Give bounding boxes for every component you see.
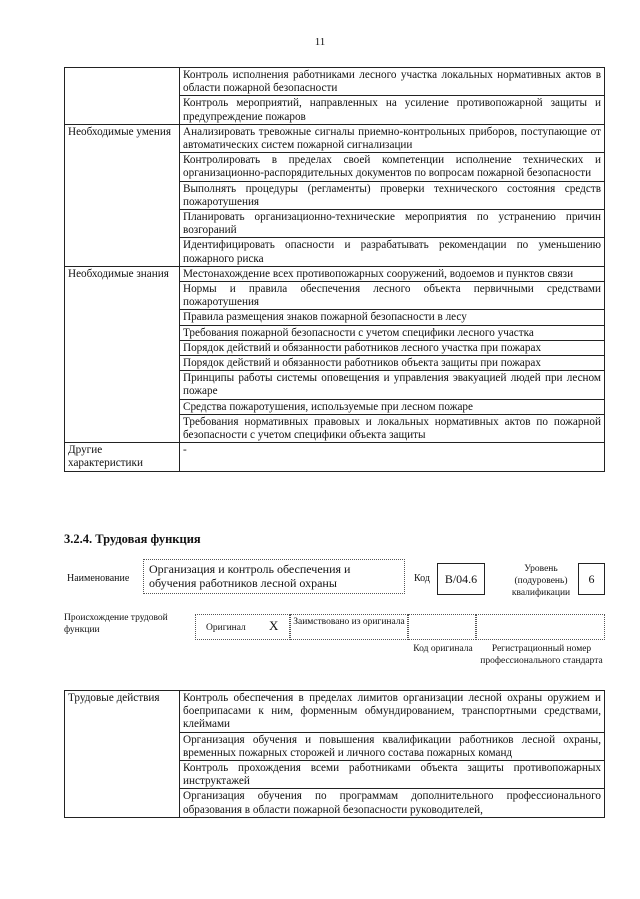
row-item: Требования пожарной безопасности с учетом специфики лесного участка xyxy=(180,325,605,340)
reg-number-cell xyxy=(476,614,605,640)
row-item: Порядок действий и обязанности работников объекта защиты при пожарах xyxy=(180,356,605,371)
code-original-cell xyxy=(408,614,476,640)
borrowed-cell xyxy=(290,614,408,640)
section-title: 3.2.4. Трудовая функция xyxy=(64,532,201,546)
row-item: Выполнять процедуры (регламенты) проверки технического состояния средств пожаротушения xyxy=(180,181,605,209)
row-item: Средства пожаротушения, используемые при лесном пожаре xyxy=(180,399,605,414)
row-label: Необходимые умения xyxy=(65,124,180,266)
borrowed-label: Заимствовано из оригинала xyxy=(293,617,405,627)
function-name-box xyxy=(143,559,405,594)
row-item: Контроль прохождения всеми работниками объекта защиты противопожарных инструктажей xyxy=(180,761,605,789)
row-item: Идентифицировать опасности и разрабатывать рекомендации по уменьшению пожарного риска xyxy=(180,238,605,266)
original-cell xyxy=(195,614,290,640)
level-label: Уровень (подуровень) квалификации xyxy=(511,564,571,598)
labor-actions-table xyxy=(64,690,605,818)
row-item: Контроль обеспечения в пределах лимитов организации лесной охраны оружием и боеприпасами к ним, форменным обмундированием, транспортными средствами, клеймами xyxy=(180,691,605,733)
code-label: Код xyxy=(414,573,430,584)
row-item: Контролировать в пределах своей компетенции исполнение технических и организационно-распорядительных документов по вопросам пожарной безопасности xyxy=(180,153,605,181)
level-value: 6 xyxy=(588,572,595,586)
code-value-box xyxy=(437,563,485,595)
row-item: Местонахождение всех противопожарных сооружений, водоемов и пунктов связи xyxy=(180,266,605,281)
table-row xyxy=(65,124,605,152)
table-row xyxy=(65,68,605,96)
row-item: - xyxy=(180,443,605,471)
name-label: Наименование xyxy=(67,573,130,584)
original-label: Оригинал xyxy=(206,623,246,633)
row-label xyxy=(65,68,180,125)
reg-number-caption: Регистрационный номер профессионального стандарта xyxy=(480,644,603,666)
row-item: Правила размещения знаков пожарной безопасности в лесу xyxy=(180,310,605,325)
row-label: Трудовые действия xyxy=(65,691,180,818)
level-value-box xyxy=(578,563,605,595)
code-value: B/04.6 xyxy=(444,572,478,586)
page-number: 11 xyxy=(314,36,326,48)
table-row xyxy=(65,266,605,281)
row-label: Необходимые знания xyxy=(65,266,180,442)
row-item: Принципы работы системы оповещения и управления эвакуацией людей при лесном пожаре xyxy=(180,371,605,399)
row-item: Контроль мероприятий, направленных на усиление противопожарной защиты и предупреждение пожаров xyxy=(180,96,605,124)
function-name-value: Организация и контроль обеспечения и обучения работников лесной охраны xyxy=(149,562,351,590)
table-row xyxy=(65,691,605,733)
row-item: Нормы и правила обеспечения лесного объекта первичными средствами пожаротушения xyxy=(180,282,605,310)
original-mark: X xyxy=(269,618,279,633)
row-item: Организация обучения и повышения квалификации работников лесной охраны, временных пожарных сторожей и личного состава пожарных команд xyxy=(180,732,605,760)
row-item: Планировать организационно-технические мероприятия по устранению причин возгораний xyxy=(180,210,605,238)
code-original-caption: Код оригинала xyxy=(413,644,473,654)
skills-knowledge-table xyxy=(64,67,605,472)
row-item: Порядок действий и обязанности работников лесного участка при пожарах xyxy=(180,340,605,355)
row-item: Организация обучения по программам дополнительного профессионального образования в области пожарной безопасности руководителей, xyxy=(180,789,605,817)
row-item: Требования нормативных правовых и локальных нормативных актов по пожарной безопасности с учетом специфики объекта защиты xyxy=(180,414,605,442)
table-row xyxy=(65,443,605,471)
row-item: Контроль исполнения работниками лесного участка локальных нормативных актов в области пожарной безопасности xyxy=(180,68,605,96)
origin-label: Происхождение трудовой функции xyxy=(64,613,168,635)
row-label: Другие характеристики xyxy=(65,443,180,471)
row-item: Анализировать тревожные сигналы приемно-контрольных приборов, поступающие от автоматических систем пожарной сигнализации xyxy=(180,124,605,152)
